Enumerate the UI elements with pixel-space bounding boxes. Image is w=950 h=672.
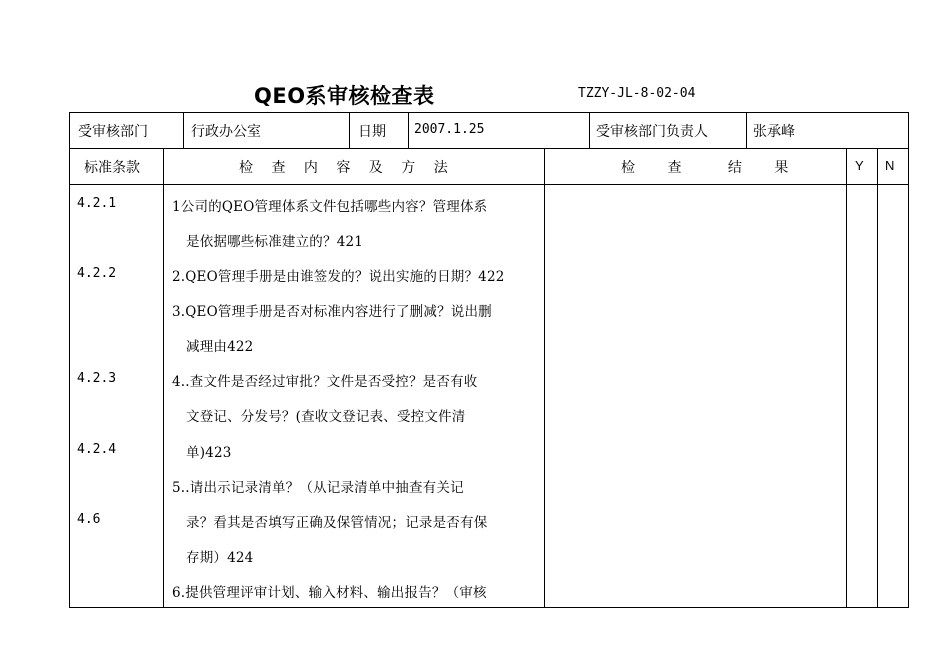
content-line: 存期）424	[186, 550, 254, 566]
content-line: 文登记、分发号？(查收文登记表、受控文件清	[186, 409, 466, 425]
n-header: N	[885, 158, 895, 173]
table-border-left	[69, 112, 70, 608]
dept-value: 行政办公室	[191, 124, 261, 140]
method-header: 检 查 内 容 及 方 法	[239, 160, 448, 176]
content-line: 3.QEO管理手册是否对标准内容进行了删减？说出删	[172, 304, 492, 320]
owner-value: 张承峰	[753, 124, 795, 140]
document-title: QEO系审核检查表	[254, 84, 435, 108]
row-divider	[69, 184, 909, 185]
content-line: 是依据哪些标准建立的？421	[186, 234, 364, 250]
content-line: 2.QEO管理手册是由谁签发的？说出实施的日期？422	[172, 269, 505, 285]
clause-number: 4.2.4	[77, 442, 117, 457]
cell-divider	[589, 112, 590, 148]
content-line: 单)423	[186, 445, 232, 461]
document-code: TZZY-JL-8-02-04	[578, 86, 696, 101]
y-header: Y	[855, 158, 864, 173]
content-line: 减理由422	[186, 339, 254, 355]
table-border-top	[69, 112, 909, 113]
content-line: 4..查文件是否经过审批？文件是否受控？是否有收	[172, 374, 478, 390]
cell-divider	[183, 112, 184, 148]
result-header: 检 查 结 果	[621, 160, 789, 176]
clause-number: 4.2.3	[77, 371, 117, 386]
column-divider	[877, 148, 878, 608]
clause-number: 4.2.2	[77, 266, 117, 281]
clause-number: 4.2.1	[77, 196, 117, 211]
owner-label: 受审核部门负责人	[596, 124, 708, 140]
table-border-bottom	[69, 607, 909, 608]
row-divider	[69, 148, 909, 149]
clause-header: 标准条款	[84, 160, 140, 176]
column-divider	[163, 148, 164, 608]
audit-checklist-table	[69, 112, 909, 608]
column-divider	[544, 148, 545, 608]
content-line: 6.提供管理评审计划、输入材料、输出报告？（审核	[172, 585, 487, 601]
cell-divider	[746, 112, 747, 148]
cell-divider	[408, 112, 409, 148]
content-line: 5..请出示记录清单？（从记录清单中抽查有关记	[172, 480, 464, 496]
date-label: 日期	[358, 124, 386, 140]
date-value: 2007.1.25	[414, 122, 485, 137]
dept-label: 受审核部门	[78, 124, 148, 140]
cell-divider	[349, 112, 350, 148]
content-line: 1公司的QEO管理体系文件包括哪些内容？管理体系	[172, 199, 488, 215]
table-border-right	[908, 112, 909, 608]
clause-number: 4.6	[77, 512, 101, 527]
content-line: 录？看其是否填写正确及保管情况；记录是否有保	[186, 515, 488, 531]
column-divider	[846, 148, 847, 608]
